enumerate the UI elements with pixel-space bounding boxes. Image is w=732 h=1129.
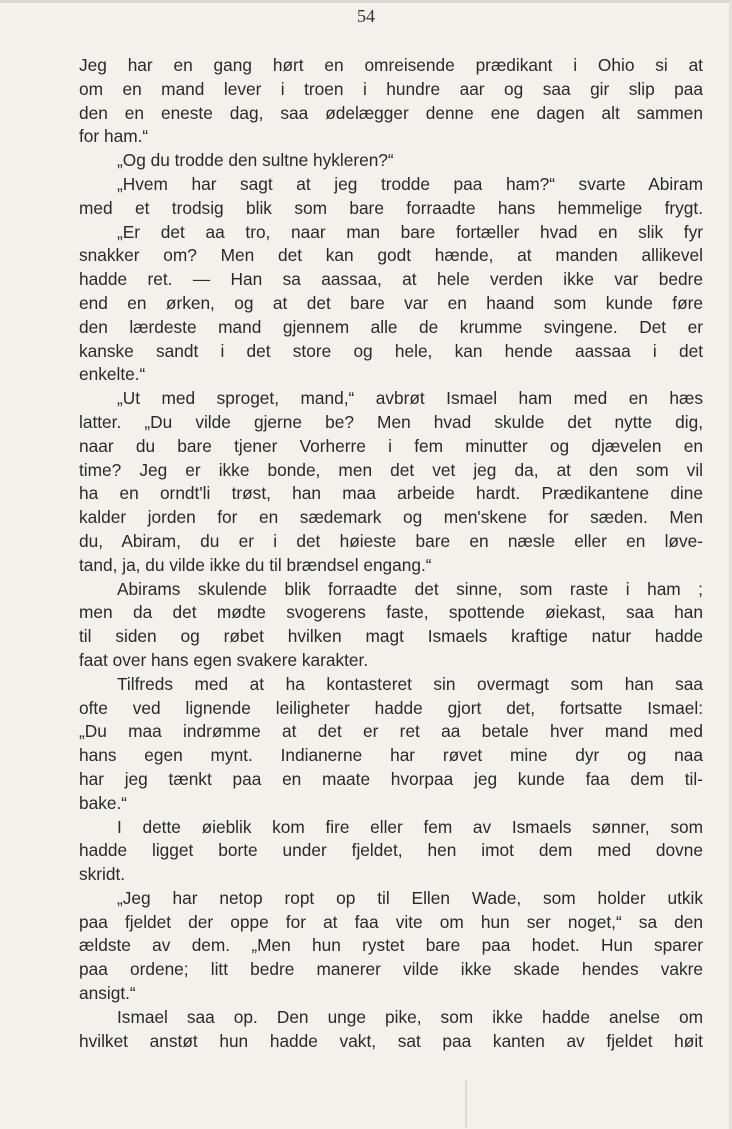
text-line: den lærdeste mand gjennem alle de krumme svingene. Det er bbox=[79, 316, 703, 337]
text-line: hans egen mynt. Indianerne har røvet mine dyr og naa bbox=[79, 745, 703, 766]
text-line: „Ut med sproget, mand,“ avbrøt Ismael ham med en hæs bbox=[117, 388, 703, 409]
text-line: med et trodsig blik som bare forraadte hans hemmelige frygt. bbox=[79, 197, 703, 218]
text-line: paa fjeldet der oppe for at faa vite om hun ser noget,“ sa den bbox=[79, 911, 703, 932]
text-line: end en ørken, og at det bare var en haand som kunde føre bbox=[79, 292, 703, 313]
text-line: snakker om? Men det kan godt hænde, at manden allikevel bbox=[79, 245, 703, 266]
text-line: den en eneste dag, saa ødelægger denne ene dagen alt sammen bbox=[79, 102, 703, 123]
text-line: du, Abiram, du er i det høieste bare en næsle eller en løve- bbox=[79, 530, 703, 551]
text-line: tand, ja, du vilde ikke du til brændsel engang.“ bbox=[79, 554, 432, 575]
text-line: paa ordene; litt bedre manerer vilde ikke skade hendes vakre bbox=[79, 959, 703, 980]
text-line: hadde ret. — Han sa aassaa, at hele verden ikke var bedre bbox=[79, 269, 703, 290]
text-line: for ham.“ bbox=[79, 126, 149, 147]
text-line: faat over hans egen svakere karakter. bbox=[79, 649, 369, 670]
text-line: ofte ved lignende leiligheter hadde gjort det, fortsatte Ismael: bbox=[79, 697, 703, 718]
page-number: 54 bbox=[357, 6, 375, 26]
text-line: kanske sandt i det store og hele, kan hende aassaa i det bbox=[79, 340, 703, 361]
text-line: ha en orndt'li trøst, han maa arbeide hardt. Prædikantene dine bbox=[79, 483, 703, 504]
text-line: ældste av dem. „Men hun rystet bare paa hodet. Hun sparer bbox=[79, 935, 703, 956]
text-line: skridt. bbox=[79, 864, 126, 885]
text-line: „Og du trodde den sultne hykleren?“ bbox=[117, 150, 394, 171]
text-line: latter. „Du vilde gjerne be? Men hvad skulde det nytte dig, bbox=[79, 411, 703, 432]
text-line: Ismael saa op. Den unge pike, som ikke hadde anelse om bbox=[117, 1006, 703, 1027]
paper-crease bbox=[465, 1080, 467, 1128]
text-line: „Er det aa tro, naar man bare fortæller hvad en slik fyr bbox=[117, 221, 703, 242]
text-line: ansigt.“ bbox=[79, 983, 136, 1004]
text-line: I dette øieblik kom fire eller fem av Ismaels sønner, som bbox=[117, 816, 703, 837]
text-line: har jeg tænkt paa en maate hvorpaa jeg kunde faa dem til- bbox=[79, 768, 703, 789]
text-line: Tilfreds med at ha kontasteret sin overmagt som han saa bbox=[117, 673, 703, 694]
text-line: „Jeg har netop ropt op til Ellen Wade, som holder utkik bbox=[117, 887, 703, 908]
text-line: til siden og røbet hvilken magt Ismaels kraftige natur hadde bbox=[79, 626, 703, 647]
text-line: men da det mødte svogerens faste, spottende øiekast, saa han bbox=[79, 602, 703, 623]
text-line: „Hvem har sagt at jeg trodde paa ham?“ svarte Abiram bbox=[117, 173, 703, 194]
page-edge-top bbox=[0, 0, 732, 3]
text-line: Jeg har en gang hørt en omreisende prædikant i Ohio si at bbox=[79, 55, 703, 75]
text-line: naar du bare tjener Vorherre i fem minutter og djævelen en bbox=[79, 435, 703, 456]
text-line: hvilket anstøt hun hadde vakt, sat paa kanten av fjeldet høit bbox=[79, 1030, 703, 1051]
text-line: enkelte.“ bbox=[79, 364, 146, 385]
text-line: time? Jeg er ikke bonde, men det vet jeg da, at den som vil bbox=[79, 459, 703, 480]
body-text bbox=[79, 54, 703, 1053]
text-line: „Du maa indrømme at det er ret aa betale hver mand med bbox=[79, 721, 703, 742]
text-line: hadde ligget borte under fjeldet, hen imot dem med dovne bbox=[79, 840, 703, 861]
text-line: Abirams skulende blik forraadte det sinne, som raste i ham ; bbox=[117, 578, 703, 599]
text-line: om en mand lever i troen i hundre aar og saa gir slip paa bbox=[79, 78, 703, 99]
text-line: bake.“ bbox=[79, 792, 128, 813]
text-line: kalder jorden for en sædemark og men'skene for sæden. Men bbox=[79, 507, 703, 528]
